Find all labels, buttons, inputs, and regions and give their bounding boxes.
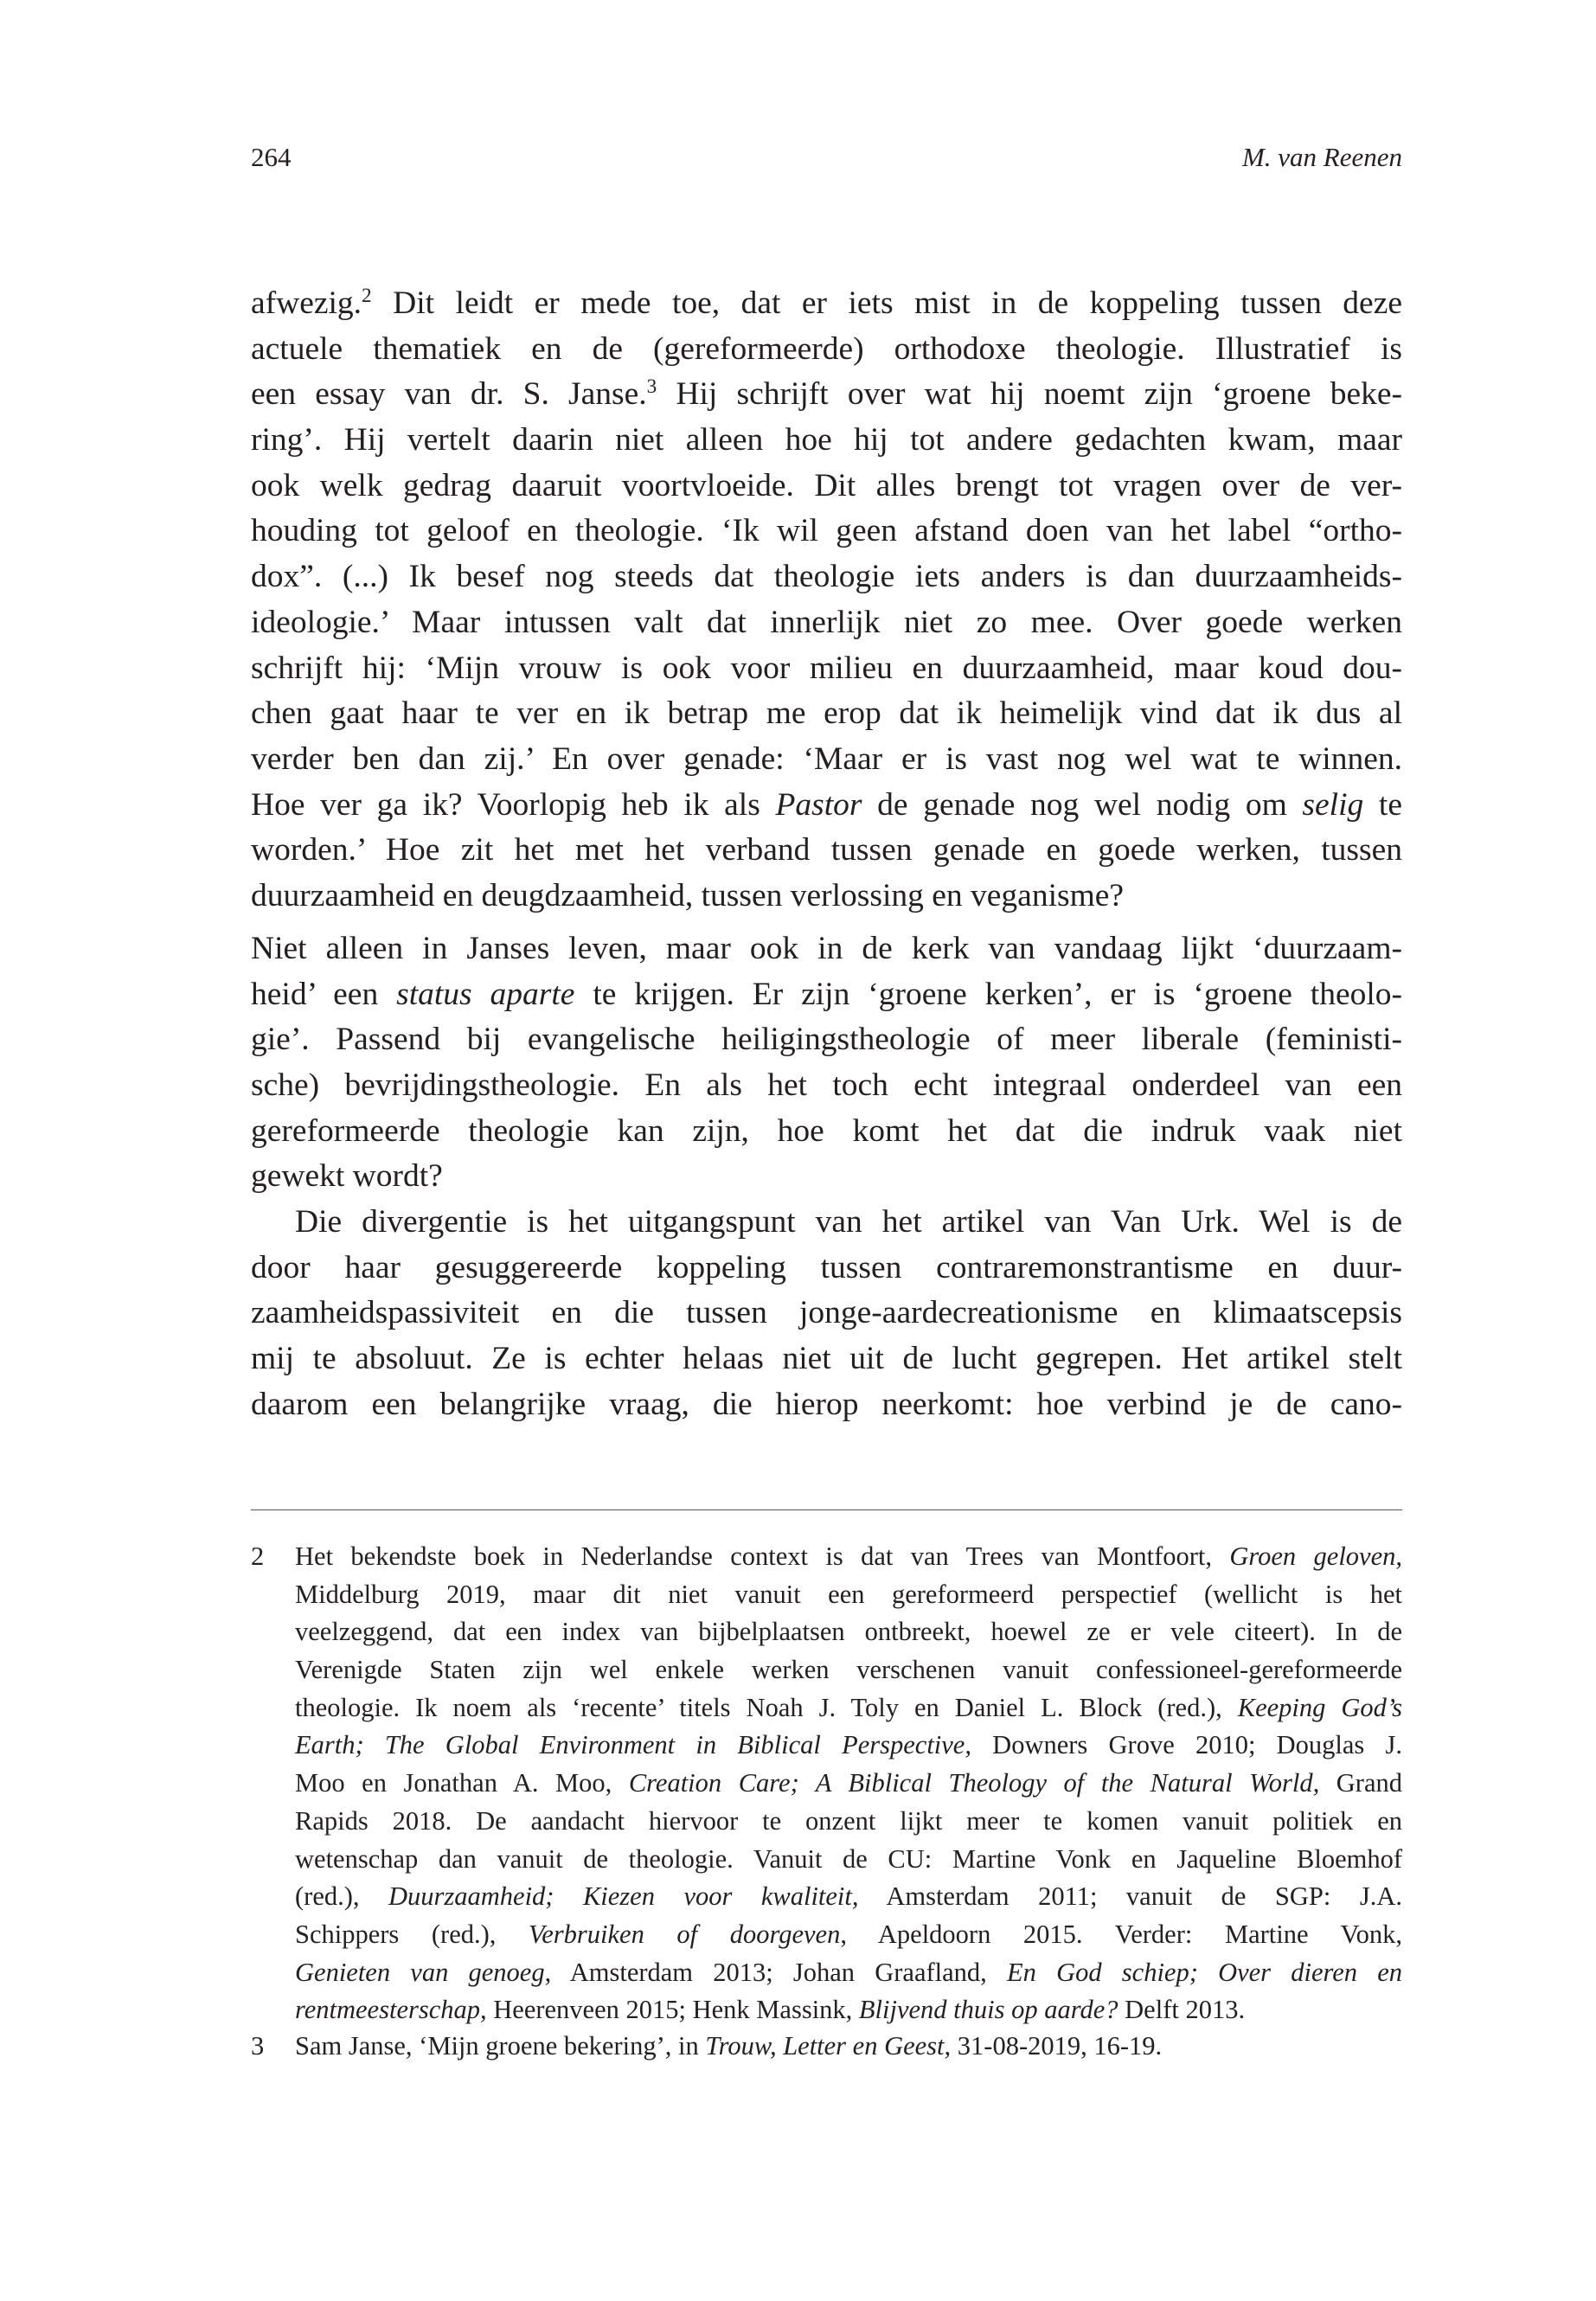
body-paragraph	[251, 281, 1402, 920]
text-line	[295, 1576, 1402, 1614]
text-line	[251, 554, 1402, 600]
text-line	[251, 1200, 1402, 1246]
text-run: dox”. (...) Ik besef nog steeds dat theologie iets anders is dan duurzaamheids-	[251, 559, 1402, 595]
text-line	[251, 418, 1402, 464]
text-run: Het bekendste boek in Nederlandse context is dat van Trees van Montfoort,	[295, 1541, 1230, 1571]
text-line	[295, 1841, 1402, 1879]
italic-text: Creation Care; A Biblical Theology of the Natural World,	[628, 1768, 1320, 1798]
text-line	[251, 874, 1402, 920]
text-run: gie’. Passend bij evangelische heiligingstheologie of meer liberale (feministi-	[251, 1022, 1402, 1058]
text-line	[295, 1803, 1402, 1841]
text-run: , Apeldoorn 2015. Verder: Martine Vonk,	[840, 1919, 1403, 1949]
footnote-number: 3	[251, 2031, 265, 2061]
text-run: daarom een belangrijke vraag, die hierop neerkomt: hoe verbind je de cano-	[251, 1386, 1402, 1422]
text-line	[295, 2028, 1402, 2066]
italic-text: Groen geloven,	[1229, 1541, 1403, 1571]
italic-text: selig	[1302, 786, 1364, 823]
text-line	[251, 646, 1402, 692]
text-line	[295, 1727, 1402, 1765]
text-run: Die divergentie is het uitgangspunt van het artikel van Van Urk. Wel is de	[295, 1204, 1402, 1240]
text-line	[295, 1954, 1402, 1992]
italic-text: Blijvend thuis op aarde?	[858, 1995, 1118, 2025]
italic-text: rentmeesterschap,	[295, 1995, 487, 2025]
text-run: duurzaamheid en deugdzaamheid, tussen verlossing en veganisme?	[251, 877, 1125, 913]
body-paragraph	[251, 926, 1402, 1200]
text-line	[251, 1017, 1402, 1063]
text-run: sche) bevrijdingstheologie. En als het toch echt integraal onderdeel van een	[251, 1067, 1402, 1104]
text-run: 31-08-2019, 16-19.	[951, 2031, 1163, 2061]
text-line	[251, 926, 1402, 972]
text-line	[295, 1878, 1402, 1916]
text-run: ook welk gedrag daaruit voortvloeide. Dit alles brengt tot vragen over de ver-	[251, 467, 1402, 503]
text-run: Niet alleen in Janses leven, maar ook in de kerk van vandaag lijkt ‘duurzaam-	[251, 931, 1402, 966]
footnote-reference: 2	[362, 285, 372, 308]
text-line	[251, 1382, 1402, 1428]
text-run: Dit leidt er mede toe, dat er iets mist in de koppeling tussen deze	[371, 285, 1402, 321]
italic-text: Verbruiken of doorgeven	[529, 1919, 841, 1949]
text-run: veelzeggend, dat een index van bijbelplaatsen ontbreekt, hoewel ze er vele citeert). In de	[295, 1617, 1402, 1647]
text-line	[251, 281, 1402, 327]
text-run: te	[1363, 786, 1402, 823]
text-line	[295, 1991, 1402, 2029]
text-line	[295, 1765, 1402, 1803]
text-run: Delft 2013.	[1118, 1995, 1246, 2025]
text-run: wetenschap dan vanuit de theologie. Vanuit de CU: Martine Vonk en Jaqueline Bloemhof	[295, 1843, 1402, 1874]
text-line	[251, 691, 1402, 737]
running-header	[251, 138, 1402, 176]
text-run: Middelburg 2019, maar dit niet vanuit een gereformeerd perspectief (wellicht is het	[295, 1579, 1402, 1609]
text-run: mij te absoluut. Ze is echter helaas niet uit de lucht gegrepen. Het artikel stelt	[251, 1341, 1402, 1377]
text-run: (red.),	[295, 1881, 388, 1912]
text-run: ring’. Hij vertelt daarin niet alleen hoe hij tot andere gedachten kwam, maar	[251, 422, 1402, 458]
text-line	[251, 972, 1402, 1018]
text-run: Hij schrijft over wat hij noemt zijn ‘groene beke-	[657, 376, 1402, 413]
italic-text: status aparte	[396, 976, 575, 1012]
text-run: de genade nog wel nodig om	[862, 786, 1303, 823]
text-line	[295, 1651, 1402, 1689]
text-line	[251, 1109, 1402, 1155]
footnote-reference: 3	[646, 375, 657, 399]
italic-text: Pastor	[775, 786, 862, 823]
text-line	[295, 1613, 1402, 1651]
text-run: chen gaat haar te ver en ik betrap me erop dat ik heimelijk vind dat ik dus al	[251, 695, 1402, 732]
text-run: Hoe ver ga ik? Voorlopig heb ik als	[251, 786, 776, 823]
text-run: Downers Grove 2010; Douglas J.	[971, 1730, 1402, 1760]
text-line	[251, 464, 1402, 510]
footnote-text	[295, 2028, 1402, 2066]
text-line	[251, 1246, 1402, 1292]
text-line	[251, 327, 1402, 373]
text-line	[251, 1291, 1402, 1336]
text-run: een essay van dr. S. Janse.	[251, 376, 647, 413]
italic-text: Trouw, Letter en Geest,	[705, 2031, 952, 2061]
italic-text: Genieten van genoeg	[295, 1957, 545, 1987]
text-run: Schippers (red.),	[295, 1919, 529, 1949]
text-run: door haar gesuggereerde koppeling tussen contraremonstrantisme en duur-	[251, 1249, 1402, 1285]
italic-text: Duurzaamheid; Kiezen voor kwaliteit,	[388, 1881, 859, 1912]
text-run: Rapids 2018. De aandacht hiervoor te onzent lijkt meer te komen vanuit politiek en	[295, 1805, 1402, 1836]
text-line	[251, 828, 1402, 874]
text-run: houding tot geloof en theologie. ‘Ik wil geen afstand doen van het label “ortho-	[251, 513, 1402, 549]
text-run: Moo en Jonathan A. Moo,	[295, 1768, 629, 1798]
text-line	[295, 1916, 1402, 1954]
text-run: gewekt wordt?	[251, 1158, 443, 1195]
text-run: Verenigde Staten zijn wel enkele werken verschenen vanuit confessioneel-gereformeerde	[295, 1655, 1402, 1685]
text-line	[251, 509, 1402, 554]
footnote-number: 2	[251, 1541, 265, 1571]
body-paragraph	[251, 1200, 1402, 1427]
text-run: worden.’ Hoe zit het met het verband tussen genade en goede werken, tussen	[251, 832, 1402, 868]
text-run: te krijgen. Er zijn ‘groene kerken’, er is ‘groene theolo-	[574, 976, 1402, 1012]
text-run: gereformeerde theologie kan zijn, hoe komt het dat die indruk vaak niet	[251, 1112, 1402, 1149]
text-line	[251, 1063, 1402, 1109]
italic-text: Keeping God’s	[1237, 1692, 1402, 1722]
text-run: afwezig.	[251, 285, 362, 321]
italic-text: En God schiep; Over dieren en	[1007, 1957, 1403, 1987]
text-run: schrijft hij: ‘Mijn vrouw is ook voor milieu en duurzaamheid, maar koud dou-	[251, 650, 1402, 686]
text-run: theologie. Ik noem als ‘recente’ titels Noah J. Toly en Daniel L. Block (red.),	[295, 1692, 1238, 1722]
text-line	[251, 1336, 1402, 1382]
text-run: actuele thematiek en de (gereformeerde) orthodoxe theologie. Illustratief is	[251, 330, 1402, 367]
running-head-author: M. van Reenen	[1241, 142, 1402, 172]
text-line	[251, 737, 1402, 783]
text-run: Grand	[1319, 1768, 1402, 1798]
text-run: verder ben dan zij.’ En over genade: ‘Maar er is vast nog wel wat te winnen.	[251, 740, 1402, 777]
text-line	[251, 372, 1402, 418]
italic-text: Earth; The Global Environment in Biblical Perspective,	[295, 1730, 971, 1760]
text-line	[295, 1538, 1402, 1576]
text-run: zaamheidspassiviteit en die tussen jonge-aardecreationisme en klimaatscepsis	[251, 1295, 1402, 1331]
footnote-text	[295, 1538, 1402, 2029]
text-run: Sam Janse, ‘Mijn groene bekering’, in	[295, 2031, 706, 2061]
text-line	[295, 1689, 1402, 1727]
text-line	[251, 783, 1402, 829]
text-run: , Amsterdam 2013; Johan Graafland,	[544, 1957, 1007, 1987]
text-run: Heerenveen 2015; Henk Massink,	[486, 1995, 859, 2025]
page-number: 264	[251, 142, 292, 172]
text-run: heid’ een	[251, 976, 397, 1012]
text-run: Amsterdam 2011; vanuit de SGP: J.A.	[858, 1881, 1402, 1912]
text-run: ideologie.’ Maar intussen valt dat innerlijk niet zo mee. Over goede werken	[251, 604, 1402, 640]
text-line	[251, 600, 1402, 646]
footnote-separator	[251, 1509, 1402, 1510]
text-line	[251, 1154, 1402, 1200]
